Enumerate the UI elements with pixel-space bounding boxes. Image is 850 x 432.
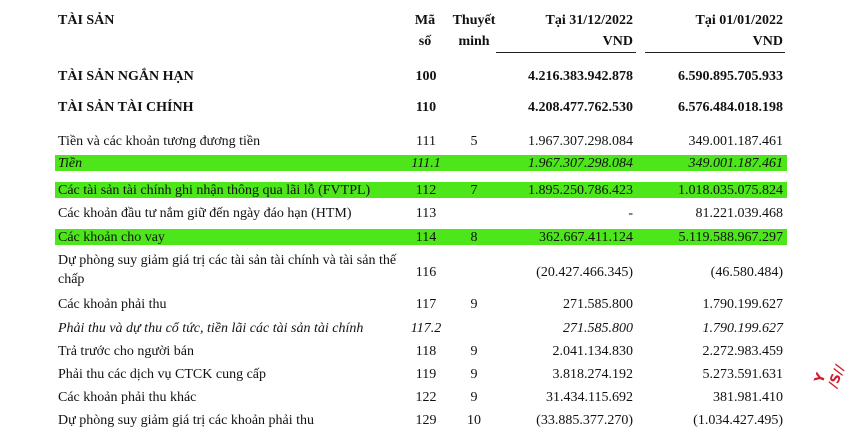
row-end: 1.967.307.298.084 [528,134,633,149]
row-label: Các khoản phải thu khác [58,390,197,405]
row-label: Dự phòng suy giảm giá trị các tài sản tài chính và tài sản thế [58,253,397,268]
row-label: Các khoản cho vay [58,230,165,245]
header-end-1: Tại 31/12/2022 [545,13,633,28]
row-end: 3.818.274.192 [552,367,633,382]
row-begin: 1.790.199.627 [702,297,783,312]
row-begin: 5.119.588.967.297 [678,230,783,245]
header-begin-2: VND [752,34,783,49]
row-note: 9 [470,390,478,405]
row-begin: (46.580.484) [710,265,783,280]
row-begin: 381.981.410 [713,390,783,405]
row-label-continued: chấp [58,272,85,287]
row-end: 4.216.383.942.878 [528,69,633,84]
header-code-1: Mã [414,13,436,28]
header-code-2: số [418,34,432,49]
row-note: 9 [470,297,478,312]
row-end: 4.208.477.762.530 [528,100,633,115]
stamp-fragment: Y /S// [812,362,849,391]
row-begin: (1.034.427.495) [693,413,783,428]
row-code: 117.2 [410,321,442,336]
row-end: 31.434.115.692 [546,390,633,405]
row-end: 1.967.307.298.084 [528,156,633,171]
row-note: 9 [470,344,478,359]
row-begin: 1.790.199.627 [702,321,783,336]
row-end: (20.427.466.345) [536,265,633,280]
row-end: (33.885.377.270) [536,413,633,428]
row-end: 271.585.800 [563,297,633,312]
row-code: 119 [415,367,437,382]
row-code: 111 [416,134,436,149]
row-note: 8 [470,230,478,245]
row-code: 116 [415,265,437,280]
row-note: 9 [470,367,478,382]
row-begin: 349.001.187.461 [688,134,783,149]
row-code: 114 [415,230,437,245]
row-begin: 2.272.983.459 [702,344,783,359]
row-code: 118 [415,344,437,359]
row-code: 129 [415,413,437,428]
row-label: Tiền và các khoản tương đương tiền [58,134,261,149]
header-begin-rule [645,52,785,53]
row-label: Tiền [58,156,83,171]
row-code: 122 [415,390,437,405]
row-end: 2.041.134.830 [552,344,633,359]
row-code: 113 [415,206,437,221]
header-end-2: VND [602,34,633,49]
row-code: 110 [415,100,437,115]
row-code: 111.1 [411,156,441,171]
row-code: 112 [415,183,437,198]
row-note: 5 [470,134,478,149]
row-end: 1.895.250.786.423 [528,183,633,198]
row-note: 10 [467,413,481,428]
row-label: TÀI SẢN TÀI CHÍNH [58,100,194,115]
row-begin: 5.273.591.631 [702,367,783,382]
row-label: Phải thu và dự thu cổ tức, tiền lãi các tài sản tài chính [58,321,364,336]
header-note-2: minh [458,34,490,49]
row-end: 362.667.411.124 [539,230,633,245]
header-asset: TÀI SẢN [58,13,115,28]
row-end: - [628,206,633,221]
row-label: Trả trước cho người bán [58,344,195,359]
row-label: Các khoản phải thu [58,297,167,312]
header-note-1: Thuyết [452,13,496,28]
row-begin: 6.590.895.705.933 [678,69,783,84]
row-label: Dự phòng suy giảm giá trị các khoản phải thu [58,413,315,428]
row-begin: 81.221.039.468 [695,206,783,221]
row-code: 100 [415,69,437,84]
row-begin: 1.018.035.075.824 [678,183,783,198]
row-label: TÀI SẢN NGẮN HẠN [58,69,194,84]
row-code: 117 [415,297,437,312]
row-label: Phải thu các dịch vụ CTCK cung cấp [58,367,267,382]
row-note: 7 [470,183,478,198]
row-begin: 6.576.484.018.198 [678,100,783,115]
header-end-rule [496,52,636,53]
row-label: Các tài sản tài chính ghi nhận thông qua lãi lỗ (FVTPL) [58,183,371,198]
row-label: Các khoản đầu tư nắm giữ đến ngày đáo hạn (HTM) [58,206,352,221]
header-begin-1: Tại 01/01/2022 [695,13,783,28]
row-begin: 349.001.187.461 [688,156,783,171]
row-end: 271.585.800 [563,321,633,336]
